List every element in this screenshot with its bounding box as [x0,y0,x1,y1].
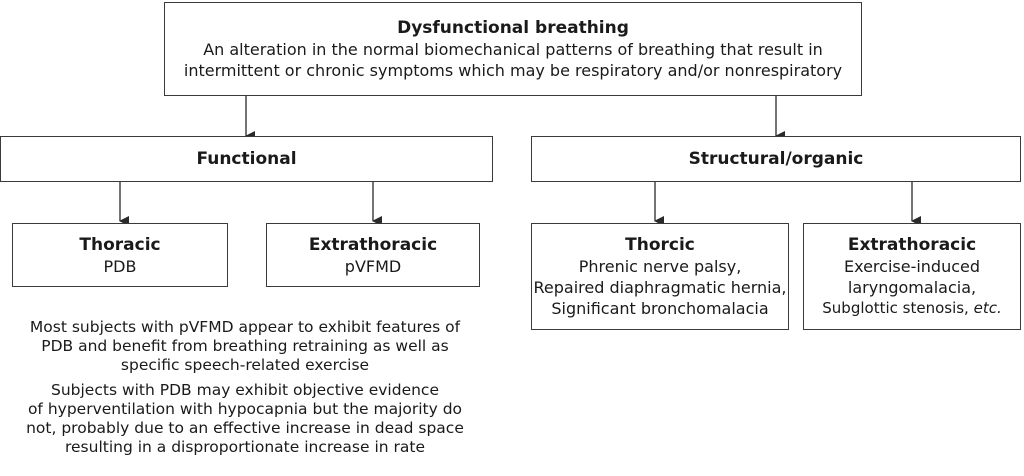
structural-box [531,136,1021,182]
functional-thoracic-line: PDB [103,256,137,276]
note-pvfmd [0,318,490,375]
structural-thoracic-line: Repaired diaphragmatic hernia, [533,278,787,297]
structural-extrathoracic-title: Extrathoracic [847,235,977,255]
functional-extrathoracic-title: Extrathoracic [308,234,438,255]
note-line: resulting in a disproportionate increase in rate [64,438,426,456]
note-line: PDB and benefit from breathing retraining as well as [41,337,449,355]
root-box [164,2,862,96]
structural-extrathoracic-line: Exercise-induced [843,257,981,276]
structural-thoracic-line: Significant bronchomalacia [551,299,769,318]
functional-extrathoracic-line: pVFMD [344,256,402,276]
structural-extrathoracic-etc: etc. [973,299,1002,317]
root-description-line: intermittent or chronic symptoms which may be respiratory and/or nonrespiratory [183,61,843,80]
root-description-line: An alteration in the normal biomechanical patterns of breathing that result in [203,40,823,59]
structural-thoracic-line: Phrenic nerve palsy, [578,257,742,276]
functional-thoracic-title: Thoracic [79,234,161,255]
note-line: of hyperventilation with hypocapnia but the majority do [27,400,463,418]
structural-extrathoracic-last-line [822,298,1001,319]
note-line: Most subjects with pVFMD appear to exhibit features of [29,318,461,336]
structural-extrathoracic-line: laryngomalacia, [847,278,977,297]
structural-thoracic-title: Thorcic [625,235,695,255]
structural-extrathoracic-last-line-text: Subglottic stenosis, [822,299,974,317]
functional-box [0,136,493,182]
functional-extrathoracic-box [266,223,480,287]
structural-title: Structural/organic [688,149,864,169]
note-line: specific speech-related exercise [120,356,370,374]
functional-title: Functional [196,149,297,169]
note-line: not, probably due to an effective increase in dead space [26,419,464,437]
structural-thoracic-box [531,223,789,330]
note-line: Subjects with PDB may exhibit objective evidence [51,381,439,399]
root-title: Dysfunctional breathing [397,18,629,38]
structural-extrathoracic-box [803,223,1021,330]
note-pdb [0,381,490,457]
functional-thoracic-box [12,223,228,287]
